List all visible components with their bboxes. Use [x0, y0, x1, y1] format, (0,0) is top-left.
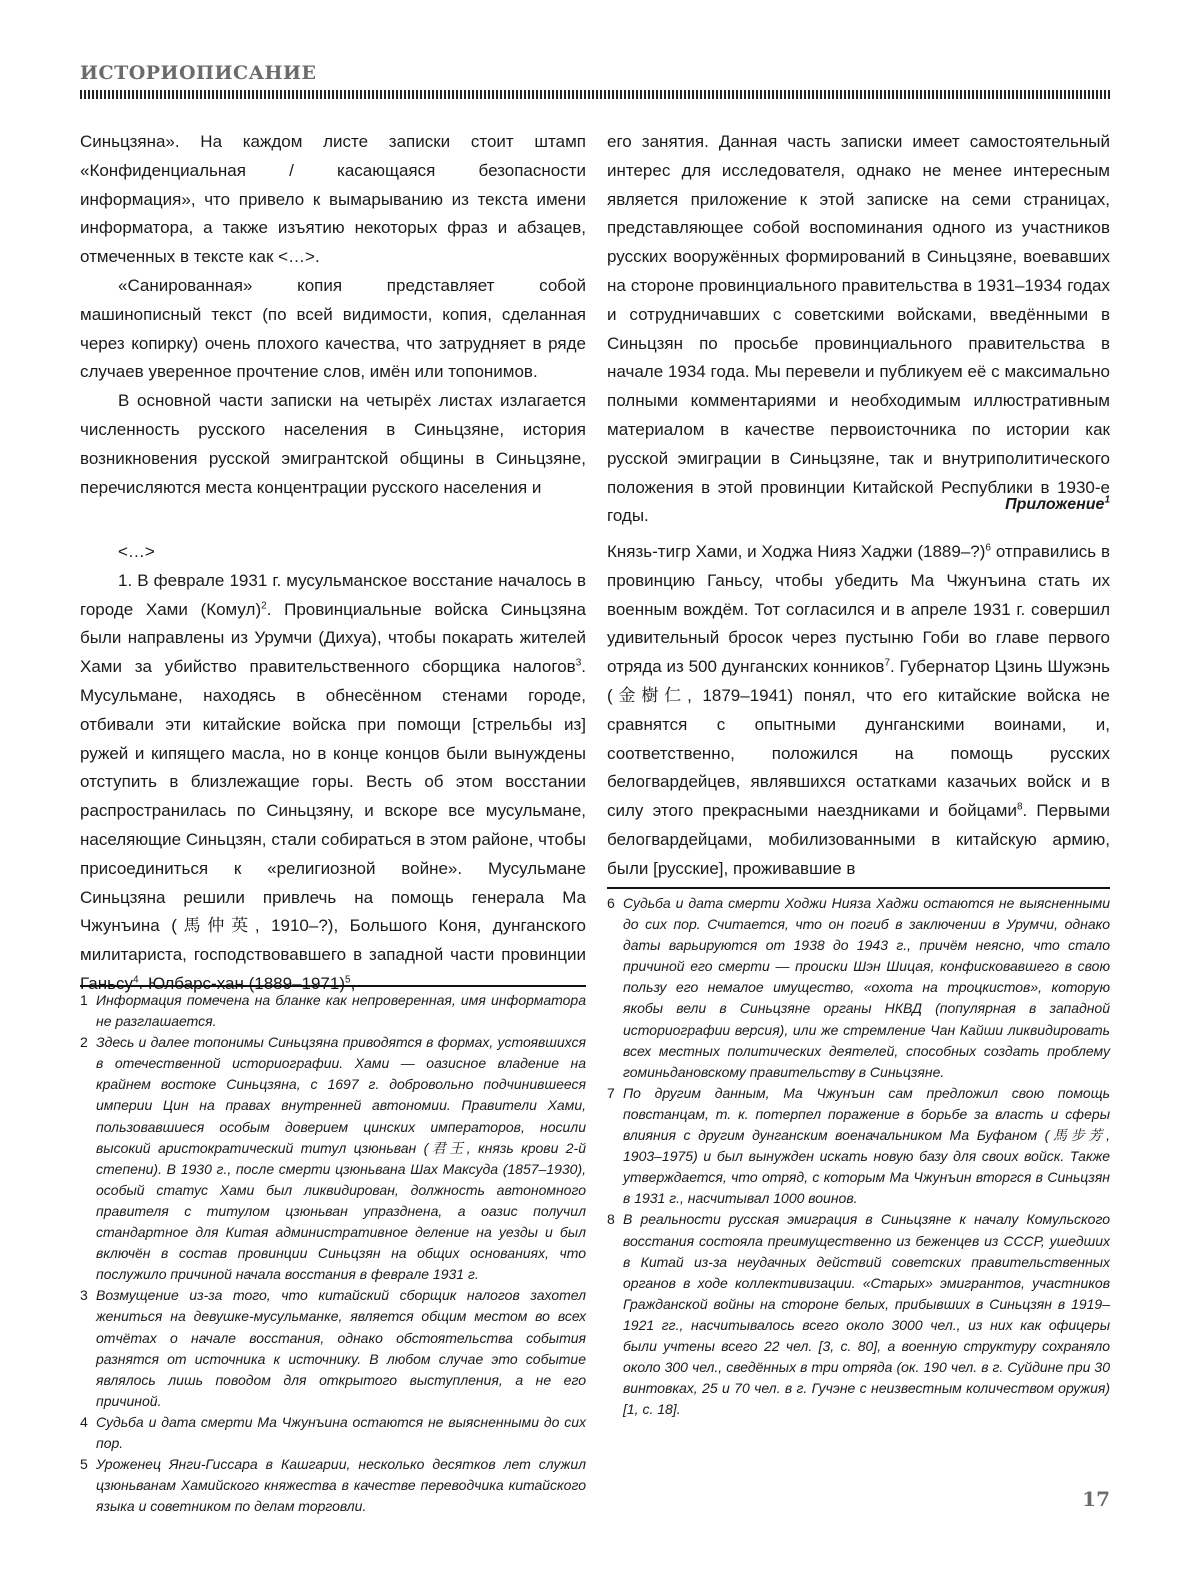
footnote-number: 6 [607, 893, 623, 1083]
paragraph [607, 538, 1110, 884]
footnote-ref: 5 [345, 974, 351, 985]
text: . Юлбарс-хан (1889–1971) [139, 974, 345, 993]
paragraph: В основной части записки на четырёх листах излагается численность русского населения в Синьцзяне, история возникновения русской эмигрантской общины в Синьцзяне, перечисляются места концентрации русского населения и [80, 387, 586, 502]
footnote-text: Здесь и далее топонимы Синьцзяна приводятся в формах, устоявшихся в отечественной историографии. Хами — оазисное владение на крайнем востоке Синьцзяна, с 1697 г. добровольно подчинившееся империи Цин на правах внутренней автономии. Правители Хами, пользовавшиеся особым доверием цинских императоров, носили высокий аристократический титул цзюньван (君王, князь крови 2-й степени). В 1930 г., после смерти цзюньвана Шах Максуда (1857–1930), особый статус Хами был ликвидирован, должность автономного правителя с титулом цзюньван упразднена, а оазис получил стандартное для Китая административное деление на уезды и был включён в состав провинции Синьцзян на общих основаниях, что послужило причиной начала восстания в феврале 1931 г. [96, 1032, 586, 1285]
text: . Провинциальные войска Синьцзяна были направлены из Урумчи (Дихуа), чтобы покарать жителей Хами за убийство правительственного сборщика налогов [80, 600, 586, 677]
appendix-heading [1005, 496, 1110, 514]
footnote-text: Судьба и дата смерти Ходжи Нияза Хаджи остаются не выясненными до сих пор. Считается, что он погиб в заключении в Урумчи, однако даты варьируются от 1938 до 1943 г., причём неясно, что стало причиной его смерти — происки Шэн Шицая, конфисковавшего в свою пользу его немалое имущество, «охота на троцкистов», которую якобы вели в Синьцзяне органы НКВД (популярная в западной историографии версия), или же стремление Чан Кайши ликвидировать всех местных политических деятелей, способных создать проблему гоминьдановскому правительству в Синьцзяне. [623, 893, 1110, 1083]
footnote-text: Уроженец Янги-Гиссара в Кашгарии, несколько десятков лет служил цзюньванам Хамийского княжества в качестве переводчика китайского языка и советником по делам торговли. [96, 1454, 586, 1517]
header-hatch-divider [80, 90, 1110, 99]
footnote-number: 5 [80, 1454, 96, 1517]
text: . Губернатор Цзинь Шужэнь (金樹仁, 1879–1941) понял, что его китайские войска не сравнятся с опытными дунганскими воинами, и, соответственно, положился на помощь русских белогвардейцев, являвшихся остатками казачьих войск и в силу этого прекрасными наездниками и бойцами [607, 657, 1110, 820]
footnote-number: 3 [80, 1285, 96, 1412]
text: , [351, 974, 356, 993]
footnote-text: Судьба и дата смерти Ма Чжунъина остаются не выясненными до сих пор. [96, 1412, 586, 1454]
footnote-ref: 4 [133, 974, 139, 985]
footnote-ref: 6 [985, 542, 991, 553]
footnote-rule [607, 887, 1110, 889]
footnote [80, 1454, 586, 1517]
footnote-text: Информация помечена на бланке как непроверенная, имя информатора не разглашается. [96, 990, 586, 1032]
footnote-text: В реальности русская эмиграция в Синьцзяне к началу Комульского восстания состояла преимущественно из беженцев из СССР, ушедших в Китай из-за неудачных действий советских правительственных органов в ходе коллективизации. «Старых» эмигрантов, участников Гражданской войны на стороне белых, прибывших в Синьцзян в 1919–1921 гг., насчитывалось всего около 3000 чел., из них как офицеры были учтены всего 22 чел. [3, с. 80], а военную структуру сохраняло около 300 чел., сведённых в три отряда (ок. 190 чел. в г. Суйдине при 30 винтовках, 25 и 70 чел. в г. Гучэне с неизвестным количеством оружия) [1, с. 18]. [623, 1209, 1110, 1420]
paragraph: Синьцзяна». На каждом листе записки стоит штамп «Конфиденциальная / касающаяся безопасности информация», что привело к вымарыванию из текста имени информатора, а также изъятию некоторых фраз и абзацев, отмеченных в тексте как <…>. [80, 128, 586, 272]
text: . Мусульмане, находясь в обнесённом стенами городе, отбивали эти китайские войска при помощи [стрельбы из] ружей и кипящего масла, но в конце концов были вынуждены отступить в близлежащие горы. Весть об этом восстании распространилась по Синьцзяну, и вскоре все мусульмане, населяющие Синьцзян, стали собираться в этом районе, чтобы присоединиться к «религиозной войне». Мусульмане Синьцзяна решили привлечь на помощь генерала Ма Чжунъина (馬仲英, 1910–?), Большого Коня, дунганского милитариста, господствовавшего в западной части провинции Ганьсу [80, 657, 586, 993]
footnote [607, 1083, 1110, 1210]
footnote-number: 8 [607, 1209, 623, 1420]
footnote [80, 1412, 586, 1454]
footnote-ref: 3 [576, 658, 582, 669]
footnote [80, 1032, 586, 1285]
footnote-number: 1 [80, 990, 96, 1032]
footnote [80, 990, 586, 1032]
paragraph [80, 567, 586, 999]
paragraph: его занятия. Данная часть записки имеет самостоятельный интерес для исследователя, однако не менее интересным является приложение к этой записке на семи страницах, представляющее собой воспоминания одного из участников русских вооружённых формирований в Синьцзяне, воевавших на стороне провинциального правительства в 1931–1934 годах и сотрудничавших с советскими войсками, введёнными в Синьцзян по просьбе провинциального правительства в начале 1934 года. Мы перевели и публикуем её с максимально полными комментариями и необходимым иллюстративным материалом в качестве первоисточника по истории как русской эмиграции в Синьцзяне, так и внутриполитического положения в этой провинции Китайской Республики в 1930-е годы. [607, 128, 1110, 531]
footnote-number: 2 [80, 1032, 96, 1285]
footnote-ref: 1 [1104, 495, 1110, 506]
page-number: 17 [1082, 1487, 1110, 1511]
footnotes-left [80, 990, 586, 1517]
text: 1. В феврале 1931 г. мусульманское восстание началось в городе Хами (Комул) [80, 571, 586, 619]
footnote-ref: 8 [1017, 802, 1023, 813]
footnote [607, 1209, 1110, 1420]
footnote-text: По другим данным, Ма Чжунъин сам предложил свою помощь повстанцам, т. к. потерпел поражение в борьбе за власть и сферы влияния с другим дунганским военачальником Ма Буфаном (馬步芳, 1903–1975) и был вынужден искать новую базу для своих войск. Также утверждается, что отряд, с которым Ма Чжунъин вторгся в Синьцзян в 1931 г., насчитывал 1000 воинов. [623, 1083, 1110, 1210]
footnote-number: 4 [80, 1412, 96, 1454]
footnote [80, 1285, 586, 1412]
footnote-rule [80, 985, 586, 987]
footnote-text: Возмущение из-за того, что китайский сборщик налогов захотел жениться на девушке-мусульманке, является общим местом во всех отчётах о начале восстания, однако обстоятельства события разнятся от источника к источнику. В любом случае это событие являлось лишь поводом для открытого выступления, а не его причиной. [96, 1285, 586, 1412]
text: . Первыми белогвардейцами, мобилизованными в китайскую армию, были [русские], проживавшие в [607, 801, 1110, 878]
appendix-left-column [80, 538, 586, 999]
text: отправились в провинцию Ганьсу, чтобы убедить Ма Чжунъина стать их военным вождём. Тот согласился и в апреле 1931 г. совершил удивительный бросок через пустыню Гоби во главе первого отряда из 500 дунганских конников [607, 542, 1110, 676]
footnote-ref: 7 [884, 658, 890, 669]
section-header: ИСТОРИОПИСАНИЕ [80, 62, 316, 84]
footnote-ref: 2 [261, 600, 267, 611]
text: Князь-тигр Хами, и Ходжа Нияз Хаджи (1889–?) [607, 542, 985, 561]
appendix-right-column [607, 538, 1110, 884]
footnote-number: 7 [607, 1083, 623, 1210]
ellipsis: <…> [80, 538, 586, 567]
footnotes-right [607, 893, 1110, 1420]
paragraph: «Санированная» копия представляет собой машинописный текст (по всей видимости, копия, сделанная через копирку) очень плохого качества, что затрудняет в ряде случаев уверенное прочтение слов, имён или топонимов. [80, 272, 586, 387]
intro-left-column [80, 128, 586, 502]
appendix-title: Приложение [1005, 496, 1104, 513]
intro-right-column [607, 128, 1110, 531]
footnote [607, 893, 1110, 1083]
